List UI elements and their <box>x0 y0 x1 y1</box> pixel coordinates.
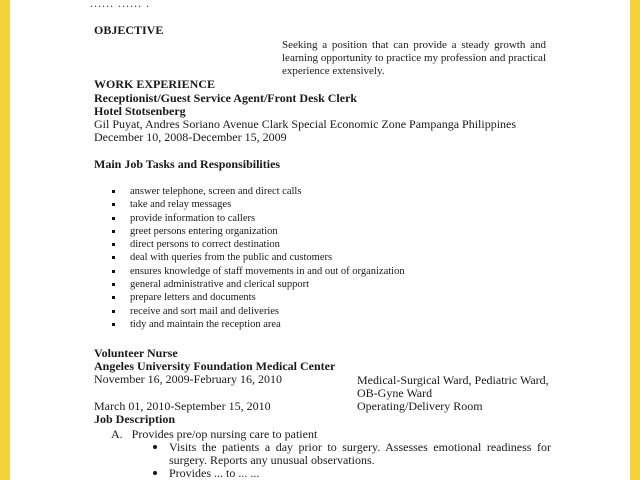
list-item: general administrative and clerical support <box>112 278 405 291</box>
list-item: prepare letters and documents <box>112 291 405 304</box>
list-item: answer telephone, screen and direct calls <box>112 185 405 198</box>
objective-heading: OBJECTIVE <box>94 23 164 37</box>
tasks-list <box>112 185 405 331</box>
volunteer-ward-2: Operating/Delivery Room <box>357 399 483 413</box>
bullet-icon <box>112 310 115 313</box>
bullet-icon <box>112 323 115 326</box>
volunteer-ward-1b: OB-Gyne Ward <box>357 386 433 400</box>
bullet-icon <box>112 217 115 220</box>
volunteer-ward-1: Medical-Surgical Ward, Pediatric Ward, <box>357 373 549 387</box>
list-item: Visits the patients a day prior to surgery. Assesses emotional readiness for surgery. Reports any unusual observations. <box>111 441 551 467</box>
objective-text: Seeking a position that can provide a steady growth and learning opportunity to practice my profession and practical experience extensively. <box>282 39 546 77</box>
job-description-item-a <box>111 427 551 441</box>
list-item: take and relay messages <box>112 198 405 211</box>
bullet-icon <box>112 243 115 246</box>
list-item: Provides ... to ... ... <box>111 467 551 480</box>
bullet-icon <box>112 296 115 299</box>
bullet-icon <box>112 283 115 286</box>
bullet-icon <box>112 230 115 233</box>
item-marker: A. <box>111 427 123 441</box>
bullet-icon <box>153 471 157 475</box>
list-item: direct persons to correct destination <box>112 238 405 251</box>
list-item: ensures knowledge of staff movements in and out of organization <box>112 265 405 278</box>
bullet-icon <box>112 270 115 273</box>
list-item: tidy and maintain the reception area <box>112 318 405 331</box>
item-text: Provides pre/op nursing care to patient <box>131 427 318 441</box>
tasks-heading: Main Job Tasks and Responsibilities <box>94 157 281 171</box>
list-item: receive and sort mail and deliveries <box>112 305 405 318</box>
work-experience-heading: WORK EXPERIENCE <box>94 77 216 91</box>
volunteer-title: Volunteer Nurse <box>94 346 178 360</box>
cut-off-header-text: ...... ...... . <box>90 0 150 10</box>
list-item: provide information to callers <box>112 212 405 225</box>
job-description-heading: Job Description <box>94 412 175 426</box>
job-title: Receptionist/Guest Service Agent/Front Desk Clerk <box>94 91 358 105</box>
bullet-icon <box>153 445 157 449</box>
employer-address: Gil Puyat, Andres Soriano Avenue Clark Special Economic Zone Pampanga Philippines <box>94 117 517 131</box>
volunteer-dates-2: March 01, 2010-September 15, 2010 <box>94 399 271 413</box>
list-item: deal with queries from the public and customers <box>112 251 405 264</box>
employment-dates: December 10, 2008-December 15, 2009 <box>94 130 287 144</box>
list-item: greet persons entering organization <box>112 225 405 238</box>
volunteer-dates-1: November 16, 2009-February 16, 2010 <box>94 372 282 386</box>
job-description <box>111 427 551 480</box>
bullet-icon <box>112 256 115 259</box>
bullet-icon <box>112 203 115 206</box>
employer-name: Hotel Stotsenberg <box>94 104 186 118</box>
resume-page <box>10 0 630 480</box>
volunteer-employer: Angeles University Foundation Medical Center <box>94 359 336 373</box>
bullet-icon <box>112 190 115 193</box>
